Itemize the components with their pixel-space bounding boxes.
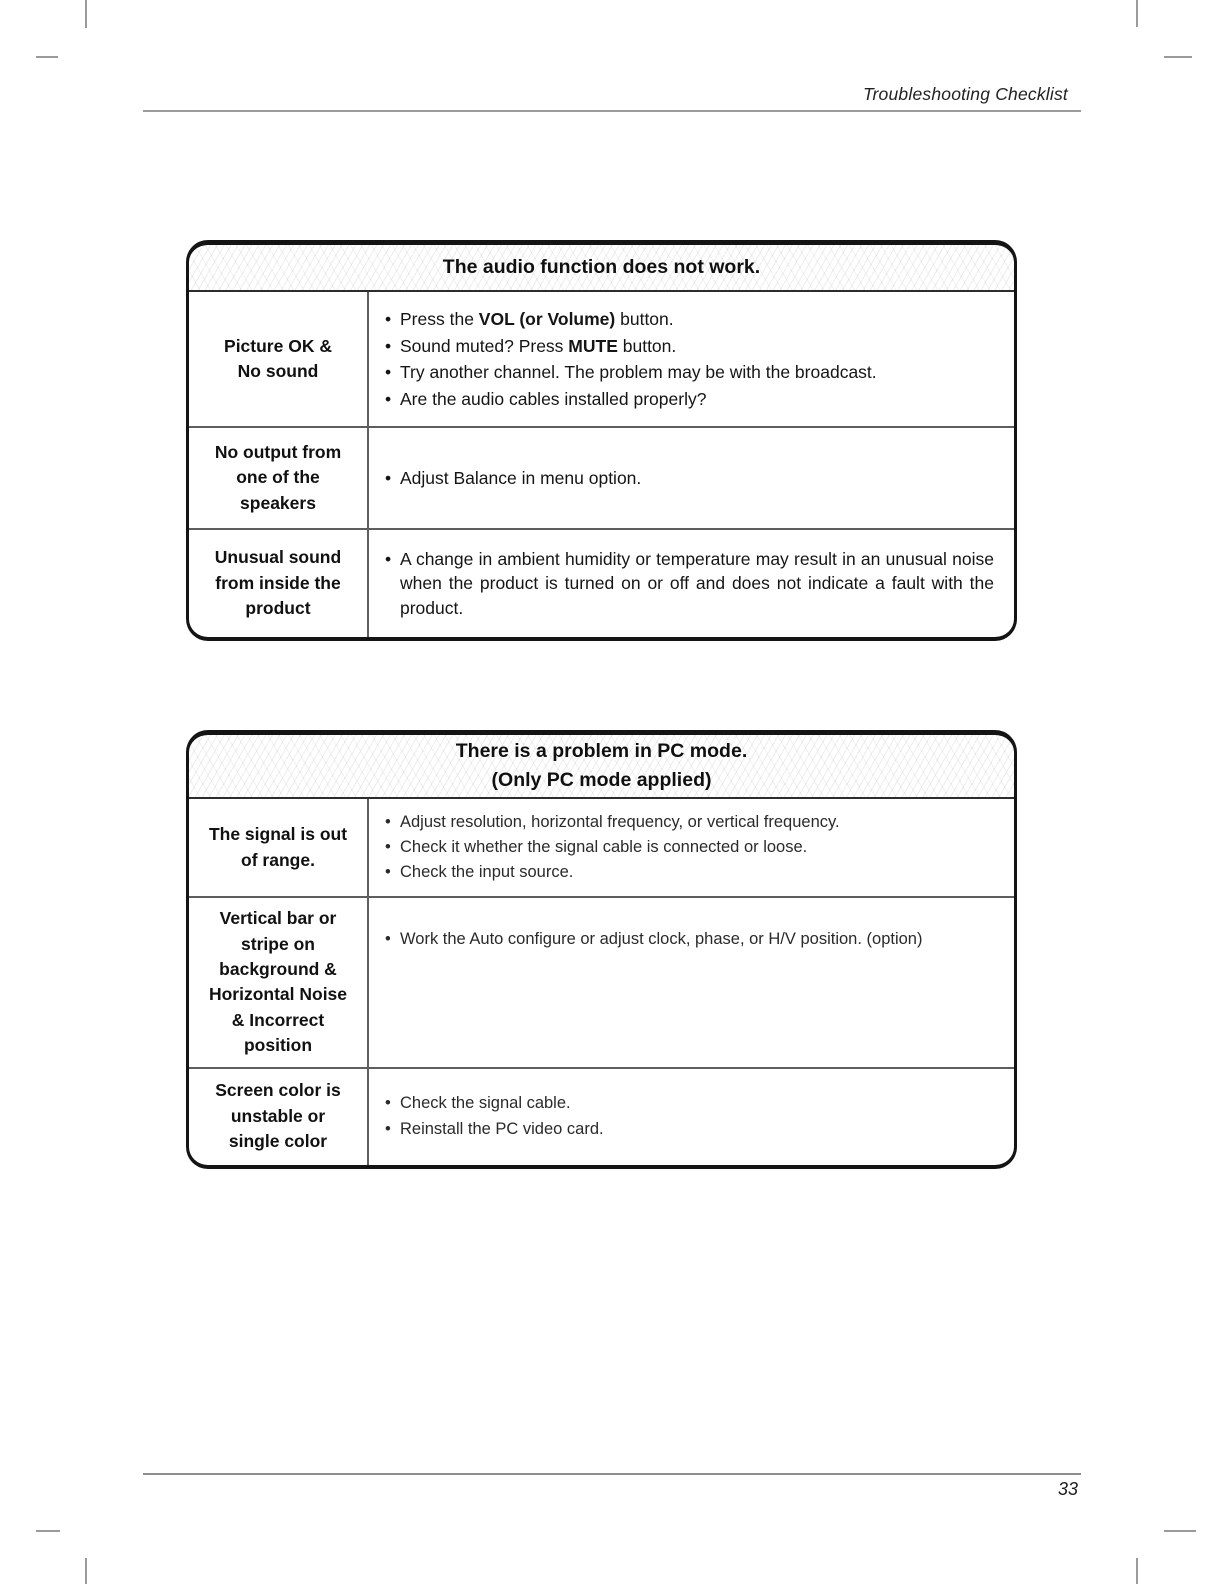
problem-cell (189, 530, 369, 637)
bullet-icon: • (385, 1119, 391, 1138)
solution-text (400, 1118, 994, 1141)
bullet-icon: • (385, 838, 391, 857)
problem-line: of range. (241, 849, 315, 870)
solution-item (385, 1092, 994, 1115)
problem-line: The signal is out (208, 824, 348, 845)
pc-mode-troubleshooting-table (186, 730, 1017, 1169)
solution-text-segment: Check it whether the signal cable is connected or loose. (400, 838, 808, 857)
solution-text-segment: Adjust resolution, horizontal frequency, or vertical frequency. (400, 813, 840, 831)
solution-item (385, 466, 994, 491)
bullet-icon: • (385, 863, 391, 882)
solution-item (385, 307, 994, 332)
crop-mark-bottom-right-vertical (1136, 1558, 1138, 1584)
problem-cell (189, 292, 369, 426)
solution-item (385, 1118, 994, 1141)
bullet-icon: • (385, 362, 392, 382)
problem-line: background & (219, 959, 337, 980)
problem-line: speakers (240, 492, 316, 513)
problem-cell (189, 898, 369, 1066)
crop-mark-top-right-horizontal (1164, 56, 1192, 58)
problem-line: & Incorrect (231, 1009, 325, 1030)
table-row (189, 896, 1014, 1066)
solution-text (400, 547, 994, 621)
crop-mark-top-right-vertical (1136, 0, 1138, 27)
solution-text-segment: A change in ambient humidity or temperature may result in an unusual noise when the product is turned on or off and does not indicate a fault with the product. (400, 548, 994, 618)
solution-cell (369, 1069, 1014, 1165)
solution-text-segment: Sound muted? Press (400, 335, 569, 356)
table-title-line: (Only PC mode applied) (491, 769, 712, 791)
audio-troubleshooting-table (186, 240, 1017, 641)
problem-line: one of the (236, 467, 320, 488)
problem-cell (189, 428, 369, 528)
solution-text-segment: Reinstall the PC video card. (400, 1119, 604, 1138)
bullet-icon: • (385, 467, 392, 488)
solution-item (385, 836, 994, 859)
solution-item (385, 928, 994, 951)
solution-text (400, 836, 994, 859)
solution-text-segment: Work the Auto configure or adjust clock, phase, or H/V position. (option) (400, 930, 923, 949)
solution-text-segment: Press the (400, 309, 479, 329)
bullet-icon: • (385, 388, 392, 409)
problem-line: No sound (237, 361, 319, 381)
solution-text-segment: Adjust Balance in menu option. (400, 467, 642, 488)
problem-line: stripe on (241, 933, 315, 954)
problem-line: Screen color is (215, 1080, 341, 1101)
solution-cell (369, 799, 1014, 896)
solution-text-segment: button. (617, 335, 677, 356)
bullet-icon: • (385, 309, 392, 329)
bullet-icon: • (385, 930, 391, 949)
solution-text (400, 387, 994, 412)
problem-line: single color (228, 1131, 328, 1152)
table-row (189, 292, 1014, 426)
solution-text-segment: Check the input source. (400, 863, 574, 882)
problem-line: Unusual sound (214, 547, 342, 568)
crop-mark-bottom-left-horizontal (36, 1530, 60, 1532)
solution-item (385, 547, 994, 621)
crop-mark-top-left-horizontal (36, 56, 58, 58)
problem-cell (189, 1069, 369, 1165)
solution-text (400, 861, 994, 884)
solution-text (400, 466, 994, 491)
footer-rule (143, 1473, 1081, 1475)
table-title-line: The audio function does not work. (442, 255, 761, 278)
header-rule (143, 110, 1081, 112)
solution-text (400, 928, 994, 951)
problem-line: Vertical bar or (219, 908, 337, 929)
table-row (189, 799, 1014, 896)
bullet-icon: • (385, 548, 392, 569)
solution-cell (369, 898, 1014, 1066)
solution-text-segment: Check the signal cable. (400, 1094, 571, 1113)
page-header-title: Troubleshooting Checklist (862, 84, 1068, 104)
solution-cell (369, 428, 1014, 528)
solution-text (400, 360, 994, 385)
table-title (189, 245, 1014, 292)
solution-text (400, 1092, 994, 1115)
solution-cell (369, 530, 1014, 637)
bullet-icon: • (385, 813, 391, 831)
problem-line: product (245, 598, 311, 619)
bullet-icon: • (385, 335, 392, 356)
problem-line: position (243, 1035, 313, 1056)
problem-line: No output from (214, 441, 342, 462)
problem-line: Horizontal Noise (208, 984, 348, 1005)
solution-text (400, 307, 994, 332)
bullet-icon: • (385, 1094, 391, 1113)
table-title (189, 735, 1014, 799)
crop-mark-bottom-left-vertical (85, 1558, 87, 1584)
problem-line: unstable or (230, 1105, 326, 1126)
solution-text-bold: VOL (or Volume) (478, 309, 616, 329)
problem-line: from inside the (215, 572, 341, 593)
solution-item (385, 861, 994, 884)
solution-text-segment: button. (615, 309, 674, 329)
solution-text (400, 811, 994, 834)
crop-mark-bottom-right-horizontal (1164, 1530, 1196, 1532)
table-row (189, 426, 1014, 528)
page-number: 33 (1057, 1479, 1078, 1499)
solution-item (385, 811, 994, 834)
solution-text-bold: MUTE (568, 335, 618, 356)
table-row (189, 1067, 1014, 1165)
problem-cell (189, 799, 369, 896)
solution-text-segment: Are the audio cables installed properly? (400, 388, 707, 409)
table-rows (189, 799, 1014, 1165)
solution-text (400, 334, 994, 359)
table-rows (189, 292, 1014, 637)
solution-item (385, 334, 994, 359)
problem-line: Picture OK & (224, 335, 332, 356)
solution-item (385, 387, 994, 412)
solution-text-segment: Try another channel. The problem may be with the broadcast. (400, 362, 877, 382)
solution-cell (369, 292, 1014, 426)
solution-item (385, 360, 994, 385)
table-row (189, 528, 1014, 637)
table-title-line: There is a problem in PC mode. (455, 739, 748, 762)
crop-mark-top-left-vertical (85, 0, 87, 28)
